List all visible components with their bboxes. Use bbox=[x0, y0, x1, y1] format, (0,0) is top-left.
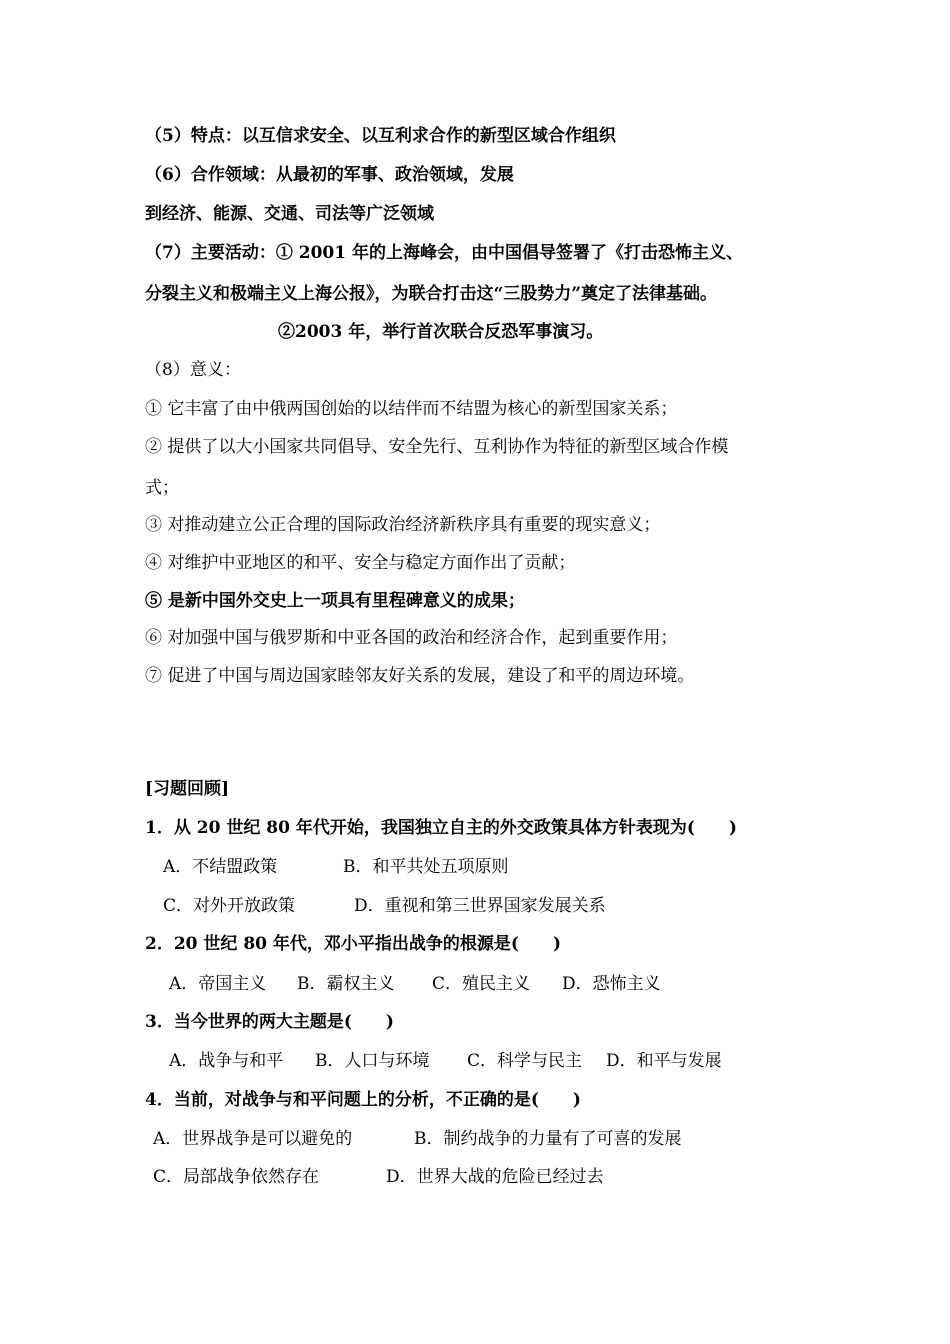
question-3-option-b: B．人口与环境 bbox=[315, 1051, 430, 1071]
question-4-option-c: C．局部战争依然存在 bbox=[153, 1167, 320, 1187]
question-2-option-c: C．殖民主义 bbox=[432, 974, 531, 994]
significance-item-2-cont: 式； bbox=[145, 478, 179, 498]
main-activity-line: （7）主要活动：① 2001 年的上海峰会，由中国倡导签署了《打击恐怖主义、 bbox=[145, 243, 743, 263]
main-activity-cont: 分裂主义和极端主义上海公报》，为联合打击这“三股势力”奠定了法律基础。 bbox=[145, 284, 718, 304]
question-3-stem: 3．当今世界的两大主题是( ) bbox=[145, 1012, 394, 1032]
significance-heading: （8）意义： bbox=[145, 360, 241, 380]
question-3-option-a: A．战争与和平 bbox=[169, 1051, 284, 1071]
question-3-option-d: D．和平与发展 bbox=[606, 1051, 722, 1071]
cooperation-field-cont: 到经济、能源、交通、司法等广泛领域 bbox=[145, 204, 434, 224]
question-1-option-a: A．不结盟政策 bbox=[163, 857, 278, 877]
question-1-option-b: B．和平共处五项原则 bbox=[343, 857, 509, 877]
question-1-option-d: D．重视和第三世界国家发展关系 bbox=[354, 896, 606, 916]
feature-line: （5）特点：以互信求安全、以互利求合作的新型区域合作组织 bbox=[145, 126, 616, 146]
main-activity-2003: ②2003 年，举行首次联合反恐军事演习。 bbox=[278, 322, 604, 342]
significance-item-2: ② 提供了以大小国家共同倡导、安全先行、互利协作为特征的新型区域合作模 bbox=[145, 437, 729, 457]
significance-item-3: ③ 对推动建立公正合理的国际政治经济新秩序具有重要的现实意义； bbox=[145, 515, 661, 535]
question-4-stem: 4．当前，对战争与和平问题上的分析，不正确的是( ) bbox=[145, 1090, 581, 1110]
question-2-option-a: A．帝国主义 bbox=[169, 974, 267, 994]
question-3-option-c: C．科学与民主 bbox=[467, 1051, 583, 1071]
question-1-stem: 1．从 20 世纪 80 年代开始，我国独立自主的外交政策具体方针表现为( ) bbox=[145, 818, 737, 838]
cooperation-field-line: （6）合作领域：从最初的军事、政治领域，发展 bbox=[145, 165, 514, 185]
question-4-option-d: D．世界大战的危险已经过去 bbox=[386, 1167, 604, 1187]
significance-item-7: ⑦ 促进了中国与周边国家睦邻友好关系的发展，建设了和平的周边环境。 bbox=[145, 666, 695, 686]
question-4-option-a: A．世界战争是可以避免的 bbox=[153, 1129, 353, 1149]
significance-item-6: ⑥ 对加强中国与俄罗斯和中亚各国的政治和经济合作，起到重要作用； bbox=[145, 628, 678, 648]
significance-item-5: ⑤ 是新中国外交史上一项具有里程碑意义的成果； bbox=[145, 591, 525, 611]
significance-item-4: ④ 对维护中亚地区的和平、安全与稳定方面作出了贡献； bbox=[145, 553, 576, 573]
question-2-stem: 2．20 世纪 80 年代，邓小平指出战争的根源是( ) bbox=[145, 934, 561, 954]
question-2-option-d: D．恐怖主义 bbox=[562, 974, 661, 994]
question-1-option-c: C．对外开放政策 bbox=[163, 896, 296, 916]
question-4-option-b: B．制约战争的力量有了可喜的发展 bbox=[414, 1129, 682, 1149]
exercise-heading: [习题回顾] bbox=[145, 779, 230, 799]
question-2-option-b: B．霸权主义 bbox=[297, 974, 395, 994]
significance-item-1: ① 它丰富了由中俄两国创始的以结伴而不结盟为核心的新型国家关系； bbox=[145, 399, 678, 419]
